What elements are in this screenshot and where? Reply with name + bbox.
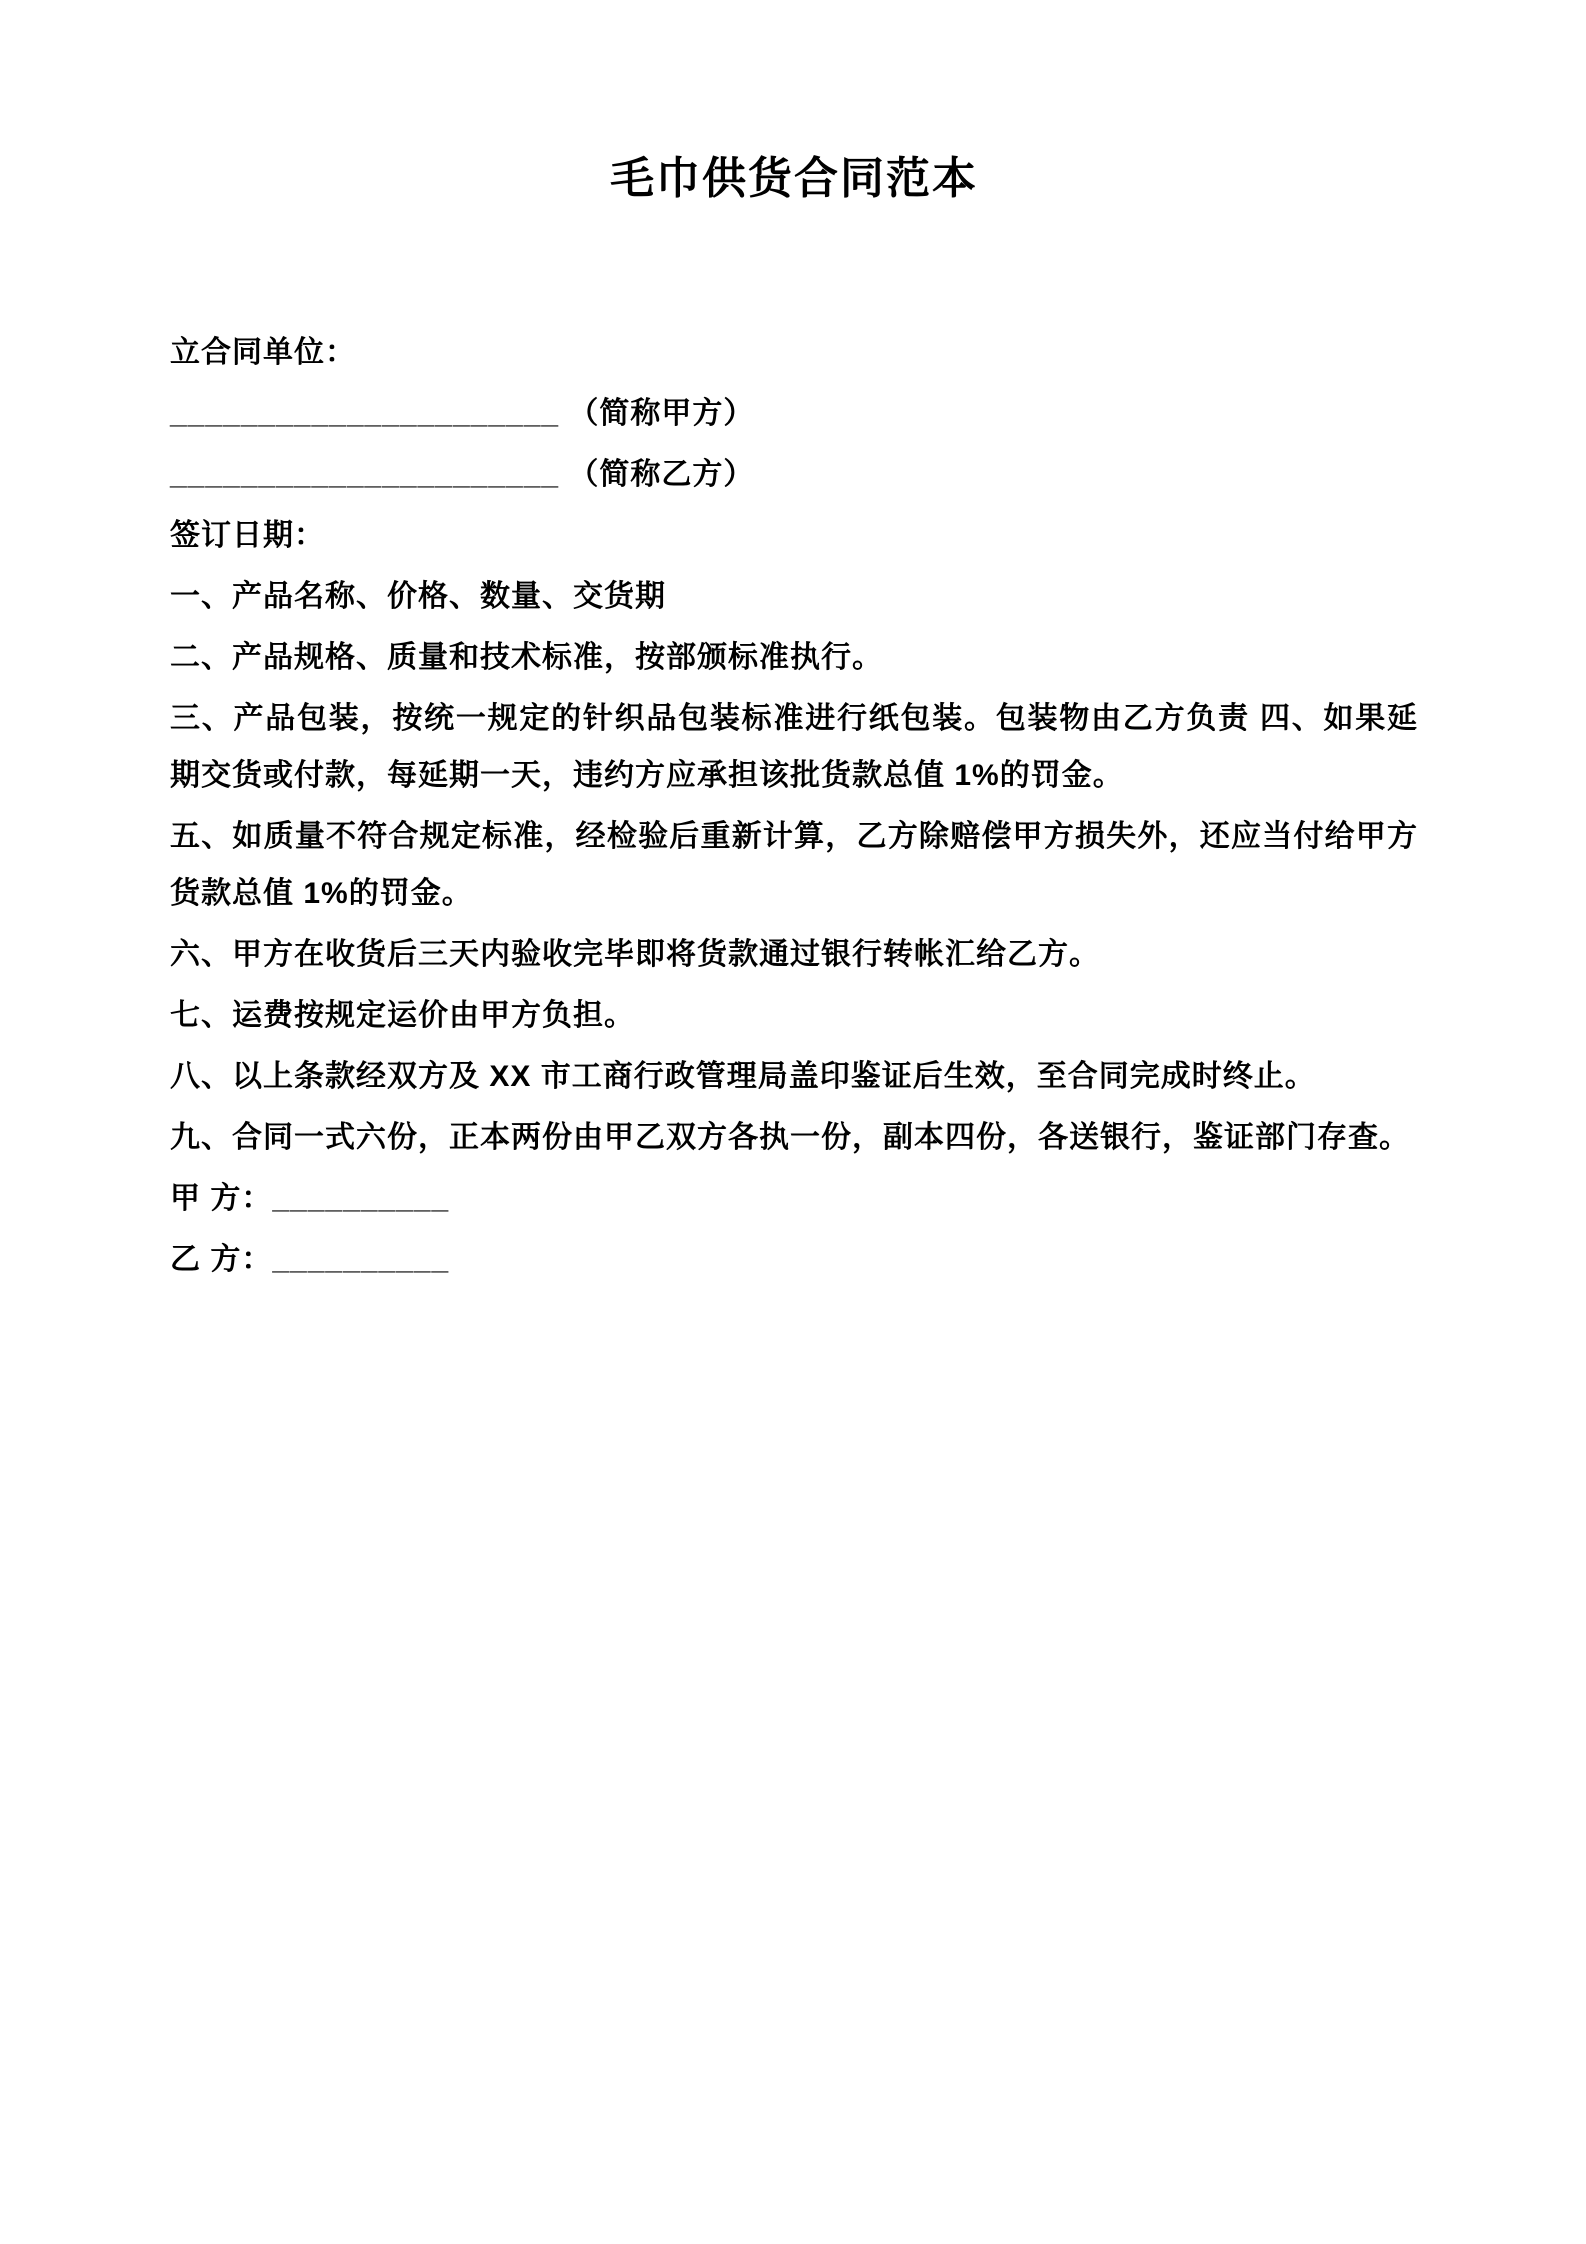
page-title: 毛巾供货合同范本 — [610, 154, 978, 203]
clause-6: 六、甲方在收货后三天内验收完毕即将货款通过银行转帐汇给乙方。 — [170, 938, 1100, 971]
clause-8: 八、以上条款经双方及 XX 市工商行政管理局盖印鉴证后生效，至合同完成时终止。 — [170, 1060, 1316, 1093]
party-a-blank-line: ______________________ （简称甲方） — [170, 397, 755, 430]
clause-7: 七、运费按规定运价由甲方负担。 — [170, 999, 635, 1032]
party-b-signature-line: 乙 方：__________ — [170, 1243, 450, 1276]
party-a-signature-line: 甲 方：__________ — [170, 1182, 450, 1215]
clause-9: 九、合同一式六份，正本两份由甲乙双方各执一份，副本四份，各送银行，鉴证部门存查。 — [170, 1121, 1410, 1154]
clause-3-4: 三、产品包装，按统一规定的针织品包装标准进行纸包装。包装物由乙方负责 四、如果延期交货或付款，每延期一天，违约方应承担该批货款总值 1%的罚金。 — [170, 702, 1418, 792]
signing-date-label: 签订日期： — [170, 519, 325, 552]
clause-1: 一、产品名称、价格、数量、交货期 — [170, 580, 666, 613]
clause-2: 二、产品规格、质量和技术标准，按部颁标准执行。 — [170, 641, 883, 674]
contract-body — [170, 324, 1418, 1288]
clause-5: 五、如质量不符合规定标准，经检验后重新计算，乙方除赔偿甲方损失外，还应当付给甲方货款总值 1%的罚金。 — [170, 820, 1418, 910]
party-b-blank-line: ______________________ （简称乙方） — [170, 458, 755, 491]
contract-parties-label: 立合同单位： — [170, 336, 356, 369]
